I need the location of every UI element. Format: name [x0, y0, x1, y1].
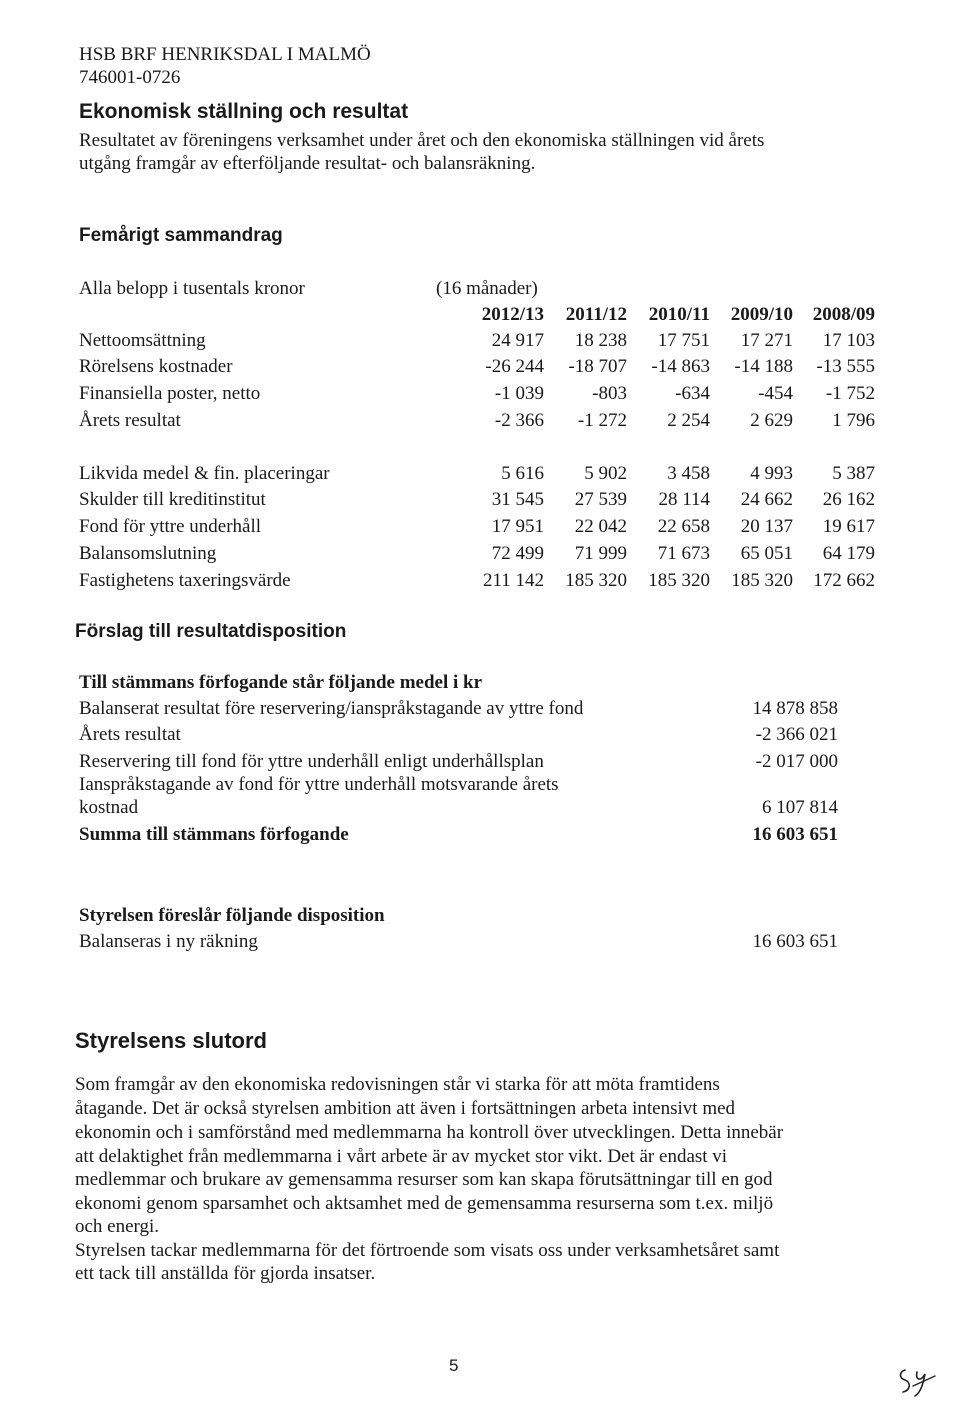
paragraph-line: ekonomin och i samförstånd med medlemmarna ha kontroll över utvecklingen. Detta innebär	[75, 1122, 784, 1143]
table-cell: 185 320	[565, 570, 627, 591]
disposition-item-value: -2 366 021	[755, 724, 838, 745]
table-cell: 27 539	[574, 489, 627, 510]
table-row-label: Likvida medel & fin. placeringar	[79, 463, 330, 484]
table-cell: 185 320	[731, 570, 793, 591]
table-cell: 24 662	[740, 489, 793, 510]
table-cell: 18 238	[574, 330, 627, 351]
paragraph-line: att delaktighet från medlemmarna i vårt arbete är av mycket stor vikt. Det är endast vi	[75, 1146, 728, 1167]
table-cell: 17 271	[740, 330, 793, 351]
table-cell: 22 658	[657, 516, 710, 537]
year-header: 2008/09	[812, 304, 875, 325]
paragraph-line: och energi.	[75, 1216, 160, 1237]
table-cell: 22 042	[574, 516, 627, 537]
paragraph-line: åtagande. Det är också styrelsen ambition att även i fortsättningen arbeta intensivt med	[75, 1098, 736, 1119]
paragraph-line: ett tack till anställda för gjorda insatser.	[75, 1263, 376, 1284]
table-cell: 20 137	[740, 516, 793, 537]
disposition-subheading: Till stämmans förfogande står följande medel i kr	[79, 672, 483, 693]
table-cell: 26 162	[822, 489, 875, 510]
intro-text-line: Resultatet av föreningens verksamhet under året och den ekonomiska ställningen vid årets	[79, 130, 765, 151]
table-cell: 72 499	[491, 543, 544, 564]
table-cell: -13 555	[816, 356, 875, 377]
table-cell: -454	[758, 383, 793, 404]
table-cell: -14 863	[651, 356, 710, 377]
table-cell: 185 320	[648, 570, 710, 591]
table-cell: -14 188	[734, 356, 793, 377]
disposition-item-value: 6 107 814	[762, 797, 838, 818]
unit-label: Alla belopp i tusentals kronor	[79, 278, 305, 299]
disposition-item-value: -2 017 000	[755, 751, 838, 772]
table-cell: 2 629	[750, 410, 793, 431]
table-cell: 3 458	[667, 463, 710, 484]
table-cell: 24 917	[491, 330, 544, 351]
table-cell: -803	[592, 383, 627, 404]
disposition-item-label: Ianspråkstagande av fond för yttre underhåll motsvarande årets	[79, 774, 559, 795]
table-cell: 1 796	[832, 410, 875, 431]
table-cell: -1 272	[577, 410, 627, 431]
table-row-label: Fond för yttre underhåll	[79, 516, 262, 537]
period-note: (16 månader)	[436, 278, 538, 299]
table-cell: 28 114	[658, 489, 710, 510]
table-cell: -634	[675, 383, 710, 404]
paragraph-line: ekonomi genom sparsamhet och aktsamhet med de gemensamma resurserna som t.ex. miljö	[75, 1193, 774, 1214]
table-cell: 5 387	[832, 463, 875, 484]
table-row-label: Rörelsens kostnader	[79, 356, 233, 377]
year-header: 2011/12	[565, 304, 627, 325]
intro-text-line: utgång framgår av efterföljande resultat- och balansräkning.	[79, 153, 536, 174]
table-cell: -1 039	[494, 383, 544, 404]
table-row-label: Nettoomsättning	[79, 330, 206, 351]
section-title-ekonomisk: Ekonomisk ställning och resultat	[79, 100, 409, 123]
table-cell: 172 662	[813, 570, 875, 591]
table-cell: 2 254	[667, 410, 710, 431]
signature-initials-icon	[895, 1362, 945, 1402]
table-cell: 65 051	[740, 543, 793, 564]
table-row-label: Fastighetens taxeringsvärde	[79, 570, 291, 591]
page-number: 5	[449, 1356, 459, 1375]
org-number: 746001-0726	[79, 67, 181, 88]
table-cell: 64 179	[822, 543, 875, 564]
table-cell: -2 366	[494, 410, 544, 431]
paragraph-line: medlemmar och brukare av gemensamma resurser som kan skapa förutsättningar till en god	[75, 1169, 773, 1190]
table-cell: 17 103	[822, 330, 875, 351]
proposal-heading: Styrelsen föreslår följande disposition	[79, 905, 385, 926]
disposition-item-label: Årets resultat	[79, 724, 181, 745]
proposal-value: 16 603 651	[752, 931, 838, 952]
table-row-label: Balansomslutning	[79, 543, 217, 564]
table-cell: 5 902	[584, 463, 627, 484]
year-header: 2012/13	[481, 304, 544, 325]
table-cell: 4 993	[750, 463, 793, 484]
section-title-disposition: Förslag till resultatdisposition	[75, 621, 347, 642]
section-title-summary: Femårigt sammandrag	[79, 225, 283, 246]
year-header: 2010/11	[648, 304, 710, 325]
table-cell: 211 142	[482, 570, 544, 591]
table-cell: 19 617	[822, 516, 875, 537]
table-cell: -18 707	[568, 356, 627, 377]
table-row-label: Skulder till kreditinstitut	[79, 489, 266, 510]
table-cell: -26 244	[485, 356, 544, 377]
table-cell: 17 951	[491, 516, 544, 537]
section-title-slutord: Styrelsens slutord	[75, 1028, 267, 1053]
year-header: 2009/10	[730, 304, 793, 325]
disposition-total-label: Summa till stämmans förfogande	[79, 824, 349, 845]
org-name: HSB BRF HENRIKSDAL I MALMÖ	[79, 44, 371, 65]
disposition-item-label: Balanserat resultat före reservering/ianspråkstagande av yttre fond	[79, 698, 584, 719]
table-cell: 71 999	[574, 543, 627, 564]
disposition-item-label: kostnad	[79, 797, 139, 818]
disposition-total-value: 16 603 651	[752, 824, 838, 845]
disposition-item-label: Reservering till fond för yttre underhåll enligt underhållsplan	[79, 751, 544, 772]
table-cell: -1 752	[825, 383, 875, 404]
table-cell: 5 616	[501, 463, 544, 484]
table-row-label: Finansiella poster, netto	[79, 383, 261, 404]
table-cell: 71 673	[657, 543, 710, 564]
table-cell: 31 545	[491, 489, 544, 510]
table-row-label: Årets resultat	[79, 410, 181, 431]
paragraph-line: Styrelsen tackar medlemmarna för det förtroende som visats oss under verksamhetsåret samt	[75, 1240, 780, 1261]
paragraph-line: Som framgår av den ekonomiska redovisningen står vi starka för att möta framtidens	[75, 1074, 720, 1095]
proposal-label: Balanseras i ny räkning	[79, 931, 258, 952]
disposition-item-value: 14 878 858	[752, 698, 838, 719]
table-cell: 17 751	[657, 330, 710, 351]
